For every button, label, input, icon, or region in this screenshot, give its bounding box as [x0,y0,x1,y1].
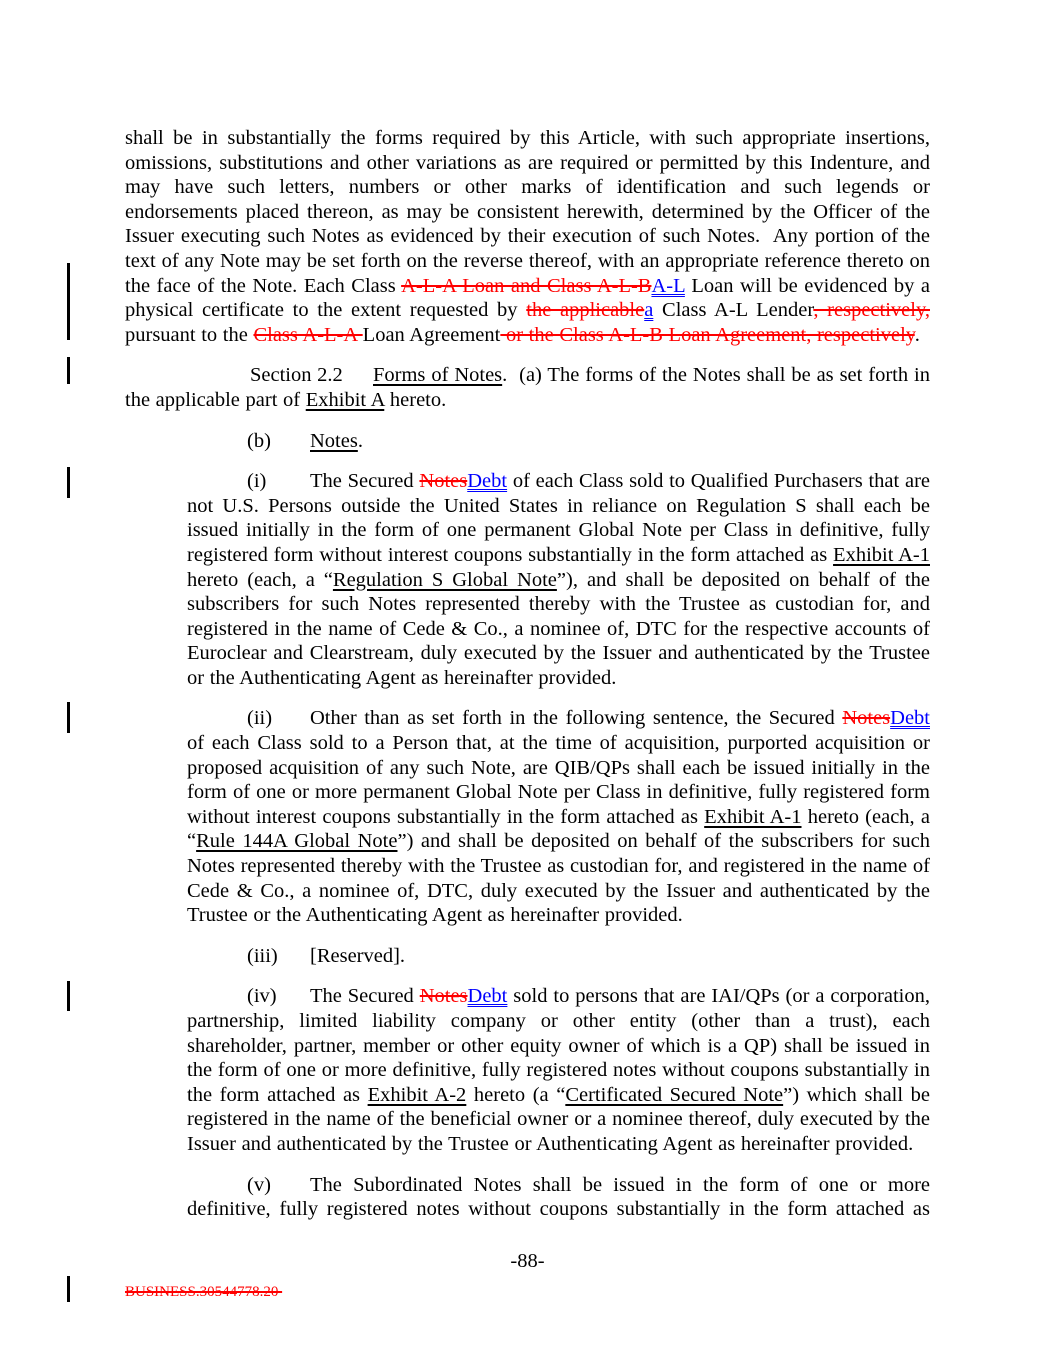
text-run-u: Notes [310,429,358,452]
text-run-ins: Debt [890,707,930,730]
revision-change-bar [67,263,70,340]
text-run-u: Certificated Secured Note [565,1083,784,1106]
text-run-normal: The Secured [310,470,420,493]
text-run-u: Forms of Notes [373,364,503,387]
text-run-normal: ”), and shall be deposited on behalf of the subscribers for such Notes represented thereby with the Trustee as custodian for, and registered in the name of Cede & Co., a nominee of, DTC for the respective accounts of Euroclear and Clearstream, duly executed by the Issuer and authenticated by the Trustee or the Authenticating Agent as hereinafter provided. [187,568,930,689]
text-run-del: Class A-L-A [253,323,363,346]
text-run-ins: a [644,299,654,322]
text-run-normal: Loan will be evidenced by a physical certificate to the extent requested by [125,274,930,322]
text-run-u: Exhibit A-2 [367,1083,467,1106]
text-run-normal: of each Class sold to Qualified Purchasers that are not U.S. Persons outside the United States in reliance on Regulation S shall each be issued initially in the form of one permanent Global Note per Class in definitive, fully registered form without interest coupons substantially in the form attached as [187,470,930,566]
text-run-normal: Other than as set forth in the following sentence, the Secured [310,707,843,730]
paragraph-label: (iv) [247,985,277,1008]
paragraph-label: (v) [247,1173,271,1196]
paragraph-item-b-iii [187,944,930,969]
text-run-normal: Class A-L Lender [653,299,814,322]
text-run-normal: The Secured [310,985,420,1008]
text-run-normal: . [914,323,920,346]
text-run-normal: The Subordinated Notes shall be issued in the form of one or more definitive, fully registered notes without coupons substantially in the form attached as [187,1173,930,1221]
paragraph-label: Section 2.2 [250,364,343,387]
paragraph-item-b-ii [187,706,930,927]
paragraph-label: (iii) [247,944,278,967]
text-run-normal: hereto (each, a “ [187,568,333,591]
text-run-u: Exhibit A-1 [704,805,802,828]
paragraph-item-b-iv [187,984,930,1156]
text-run-normal: Loan Agreement [362,323,501,346]
text-run-normal: sold to persons that are IAI/QPs (or a corporation, partnership, limited liability company or other entity (other than a trust), each shareholder, partner, member or other equity owner of which is a QP) shall be issued in the form of one or more definitive, fully registered notes without coupons substantially in the form attached as [187,985,930,1106]
text-run-normal: hereto (a “ [466,1083,566,1106]
text-run-normal: of each Class sold to a Person that, at the time of acquisition, purported acquisition or proposed acquisition of any such Note, are QIB/QPs shall each be issued initially in the form of one or more permanent Global Note per Class in definitive, fully registered form without interest coupons substantially in the form attached as [187,732,930,828]
footer-doc-id: BUSINESS.30544778.20 [125,1284,283,1300]
text-run-normal: . [357,429,363,452]
text-run-normal: ”) and shall be deposited on behalf of the subscribers for such Notes represented thereby with the Trustee as custodian for, and registered in the name of Cede & Co., a nominee of, DTC, duly executed by the Issuer and authenticated by the Trustee or the Authenticating Agent as hereinafter provided. [187,830,930,927]
text-run-del: Notes [842,707,891,730]
paragraph-item-b-i [187,469,930,690]
text-run-normal: . (a) The forms of the Notes shall be as set forth in the applicable part of [125,364,930,411]
text-run-ins: Debt [467,470,508,493]
text-run-normal: pursuant to the [125,323,254,346]
revision-change-bar [67,467,70,498]
paragraph-label: (ii) [247,707,273,730]
text-run-del: , respectively, [813,299,930,322]
text-run-normal: shall be in substantially the forms required by this Article, with such appropriate insertions, omissions, substitutions and other variations as are required or permitted by this Indenture, and may have such letters, numbers or other marks of identification and such legends or endorsements placed thereon, as may be consistent herewith, determined by the Officer of the Issuer executing such Notes as evidenced by their execution of such Notes. Any portion of the text of any Note may be set forth on the reverse thereof, with an appropriate reference thereto on the face of the Note. Each Class [125,127,930,297]
document-body [125,126,930,1238]
text-run-u: Exhibit A-1 [833,543,930,566]
revision-change-bar [67,1276,70,1302]
text-run-del: or the Class A-L-B Loan Agreement, respectively [500,323,915,346]
text-run-ins: Debt [467,985,508,1008]
text-run-u: Regulation S Global Note [332,568,557,591]
paragraph-item-b-v [187,1173,930,1222]
revision-change-bar [67,702,70,733]
text-run-normal: hereto (each, a “ [187,805,931,853]
text-run-u: Rule 144A Global Note [196,830,398,853]
revision-change-bar [67,357,70,384]
text-run-del: Notes [419,985,468,1008]
paragraph-body-continuation [125,126,930,347]
paragraph-section-2-2 [125,363,930,412]
text-run-del: the applicable [526,299,645,322]
text-run-del: Notes [419,470,468,493]
text-run-u: Exhibit A [305,388,385,411]
paragraph-label: (i) [247,470,267,493]
paragraph-label: (b) [247,429,271,452]
text-run-normal: hereto. [384,388,447,411]
revision-change-bar [67,981,70,1011]
text-run-normal: [Reserved]. [310,944,406,967]
text-run-ins: A-L [651,274,685,297]
paragraph-item-b [187,429,930,454]
text-run-normal: ”) which shall be registered in the name of the beneficial owner or a nominee thereof, duly executed by the Issuer and authenticated by the Trustee or Authenticating Agent as hereinafter provided. [187,1083,930,1155]
text-run-del: A-L-A Loan and Class A-L-B [401,274,652,297]
page-number: -88- [510,1250,545,1272]
